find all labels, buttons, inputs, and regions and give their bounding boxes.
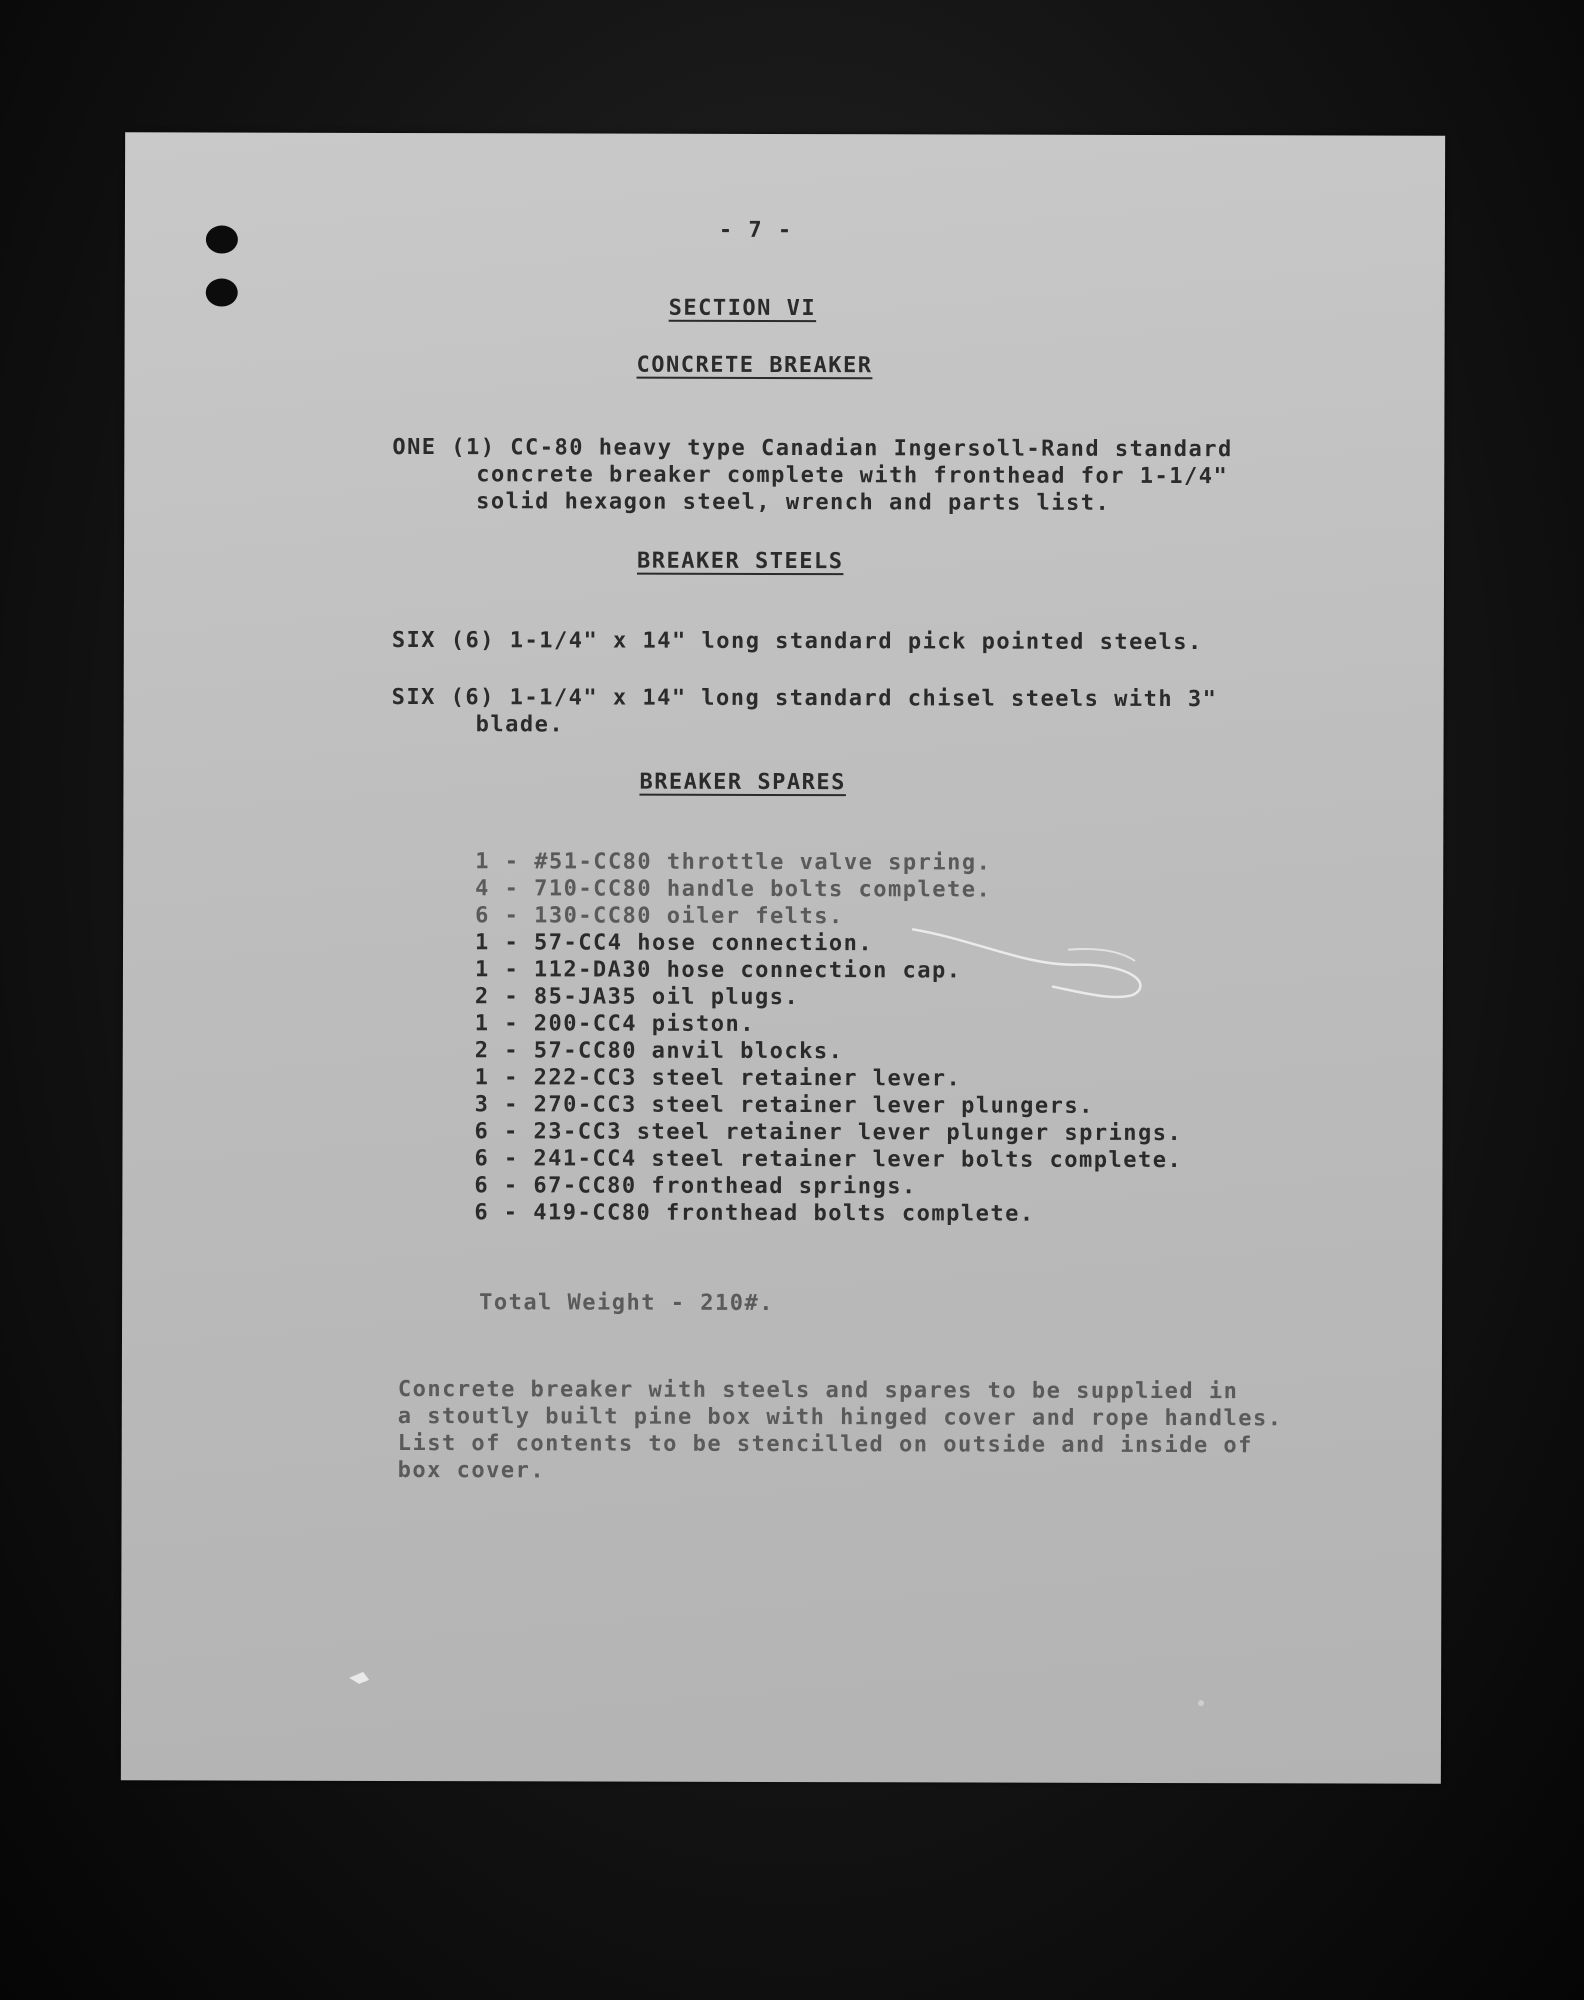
page-number: - 7 - (718, 217, 793, 244)
spares-item-7: 1 - 200-CC4 piston. (474, 1011, 756, 1037)
spares-item-10: 3 - 270-CC3 steel retainer lever plungers. (474, 1092, 1094, 1119)
spares-item-11: 6 - 23-CC3 steel retainer lever plunger springs. (474, 1119, 1183, 1147)
spares-item-4: 1 - 57-CC4 hose connection. (475, 930, 874, 957)
closing-line-3: List of contents to be stencilled on outside and inside of (397, 1430, 1253, 1459)
spares-item-5: 1 - 112-DA30 hose connection cap. (474, 957, 962, 984)
document-page (121, 132, 1445, 1783)
steels-heading: BREAKER STEELS (637, 548, 844, 575)
steels-item-2-line-1: SIX (6) 1-1/4" x 14" long standard chisel steels with 3" (391, 684, 1218, 713)
film-scratch-marks (121, 132, 1445, 1783)
spares-heading: BREAKER SPARES (639, 769, 846, 796)
section-title: SECTION VI (668, 295, 817, 322)
spares-item-14: 6 - 419-CC80 fronthead bolts complete. (474, 1200, 1035, 1227)
spares-item-6: 2 - 85-JA35 oil plugs. (474, 984, 800, 1011)
intro-line-3: solid hexagon steel, wrench and parts list. (476, 489, 1111, 516)
total-weight: Total Weight - 210#. (479, 1290, 775, 1316)
spares-item-1: 1 - #51-CC80 throttle valve spring. (475, 849, 992, 876)
spares-item-3: 6 - 130-CC80 oiler felts. (475, 903, 844, 930)
closing-line-2: a stoutly built pine box with hinged cover and rope handles. (397, 1403, 1283, 1432)
spares-item-12: 6 - 241-CC4 steel retainer lever bolts complete. (474, 1146, 1183, 1174)
intro-line-1: ONE (1) CC-80 heavy type Canadian Ingersoll-Rand standard (392, 434, 1233, 463)
spares-item-8: 2 - 57-CC80 anvil blocks. (474, 1038, 844, 1065)
main-heading: CONCRETE BREAKER (636, 352, 873, 379)
closing-line-4: box cover. (397, 1457, 546, 1484)
closing-line-1: Concrete breaker with steels and spares to be supplied in (397, 1376, 1239, 1405)
steels-item-2-line-2: blade. (475, 712, 565, 738)
spares-item-2: 4 - 710-CC80 handle bolts complete. (475, 876, 992, 903)
spares-item-9: 1 - 222-CC3 steel retainer lever. (474, 1065, 962, 1092)
intro-line-2: concrete breaker complete with fronthead for 1-1/4" (476, 462, 1229, 490)
spares-item-13: 6 - 67-CC80 fronthead springs. (474, 1173, 917, 1200)
steels-item-1: SIX (6) 1-1/4" x 14" long standard pick pointed steels. (391, 627, 1203, 656)
